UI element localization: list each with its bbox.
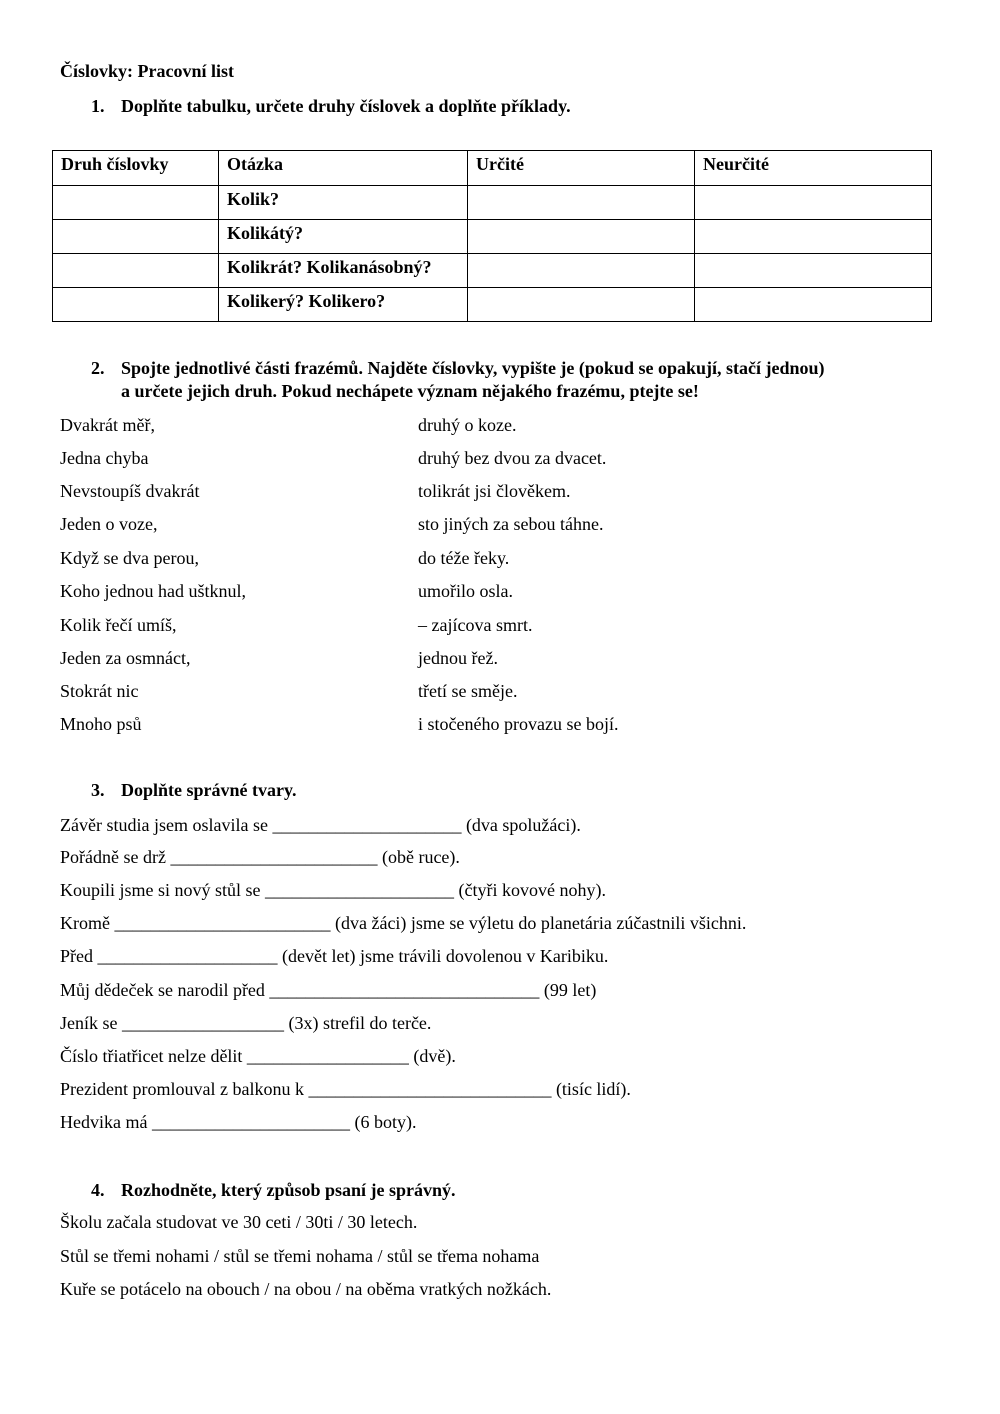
choice-sentence[interactable]: Kuře se potácelo na obouch / na obou / na oběma vratkých nožkách. (60, 1279, 552, 1299)
phrase-left: Koho jednou had uštknul, (60, 581, 246, 601)
fill-in-sentence[interactable]: Koupili jsme si nový stůl se _____________________ (čtyři kovové nohy). (60, 880, 606, 900)
table-cell-urcite[interactable] (468, 220, 695, 254)
phrase-left: Kolik řečí umíš, (60, 615, 177, 635)
phrase-left: Jedna chyba (60, 448, 149, 468)
table-row (53, 220, 932, 254)
task3-heading-text: Doplňte správné tvary. (121, 780, 297, 800)
phrase-right: – zajícova smrt. (418, 615, 533, 635)
phrase-left: Dvakrát měř, (60, 415, 155, 435)
phrase-left: Jeden za osmnáct, (60, 648, 191, 668)
phrase-right: druhý bez dvou za dvacet. (418, 448, 607, 468)
task4-heading-text: Rozhodněte, který způsob psaní je správný. (121, 1180, 456, 1200)
fill-in-sentence[interactable]: Jeník se __________________ (3x) strefil do terče. (60, 1013, 432, 1033)
table-cell-druh[interactable] (53, 220, 219, 254)
table-cell-druh[interactable] (53, 288, 219, 322)
phrase-right: do téže řeky. (418, 548, 510, 568)
task3-heading (91, 779, 297, 801)
task4-heading (91, 1179, 456, 1201)
fill-in-sentence[interactable]: Můj dědeček se narodil před ______________________________ (99 let) (60, 980, 597, 1000)
phrase-right: i stočeného provazu se bojí. (418, 714, 619, 734)
task2-heading-line1: Spojte jednotlivé části frazémů. Najděte číslovky, vypište je (pokud se opakují, stačí jednou) (121, 358, 825, 378)
fill-in-sentence[interactable]: Pořádně se drž _______________________ (obě ruce). (60, 847, 460, 867)
fill-in-sentence[interactable]: Závěr studia jsem oslavila se _____________________ (dva spolužáci). (60, 815, 581, 835)
choice-sentence[interactable]: Školu začala studovat ve 30 ceti / 30ti / 30 letech. (60, 1212, 418, 1232)
table-row (53, 288, 932, 322)
table-cell-otazka: Kolikrát? Kolikanásobný? (219, 254, 468, 288)
task2-number: 2. (91, 358, 105, 378)
numerals-table (52, 150, 932, 322)
task1-heading-text: Doplňte tabulku, určete druhy číslovek a doplňte příklady. (121, 96, 571, 116)
choice-sentence[interactable]: Stůl se třemi nohami / stůl se třemi nohama / stůl se třema nohama (60, 1246, 540, 1266)
table-header-cell: Druh číslovky (53, 151, 219, 186)
page-title: Číslovky: Pracovní list (60, 61, 234, 81)
table-header-cell: Otázka (219, 151, 468, 186)
phrase-left: Nevstoupíš dvakrát (60, 481, 200, 501)
phrase-left: Mnoho psů (60, 714, 142, 734)
table-header-cell: Neurčité (695, 151, 932, 186)
fill-in-sentence[interactable]: Prezident promlouval z balkonu k ___________________________ (tisíc lidí). (60, 1079, 631, 1099)
phrase-right: třetí se směje. (418, 681, 518, 701)
task1-number: 1. (91, 96, 105, 116)
table-cell-otazka: Kolikátý? (219, 220, 468, 254)
table-row (53, 186, 932, 220)
fill-in-sentence[interactable]: Před ____________________ (devět let) jsme trávili dovolenou v Karibiku. (60, 946, 609, 966)
table-cell-neurcite[interactable] (695, 220, 932, 254)
task1-heading (91, 95, 571, 117)
phrase-right: druhý o koze. (418, 415, 517, 435)
table-cell-neurcite[interactable] (695, 254, 932, 288)
task4-number: 4. (91, 1180, 105, 1200)
table-cell-druh[interactable] (53, 254, 219, 288)
table-cell-otazka: Kolik? (219, 186, 468, 220)
fill-in-sentence[interactable]: Hedvika má ______________________ (6 boty). (60, 1112, 417, 1132)
task3-number: 3. (91, 780, 105, 800)
table-row (53, 254, 932, 288)
table-cell-urcite[interactable] (468, 254, 695, 288)
phrase-left: Jeden o voze, (60, 514, 158, 534)
table-cell-urcite[interactable] (468, 186, 695, 220)
phrase-right: umořilo osla. (418, 581, 513, 601)
fill-in-sentence[interactable]: Číslo třiatřicet nelze dělit __________________ (dvě). (60, 1046, 456, 1066)
table-cell-druh[interactable] (53, 186, 219, 220)
fill-in-sentence[interactable]: Kromě ________________________ (dva žáci) jsme se výletu do planetária zúčastnili všichni. (60, 913, 747, 933)
phrase-right: tolikrát jsi člověkem. (418, 481, 571, 501)
table-cell-neurcite[interactable] (695, 288, 932, 322)
phrase-right: jednou řež. (418, 648, 498, 668)
table-header-cell: Určité (468, 151, 695, 186)
table-cell-neurcite[interactable] (695, 186, 932, 220)
phrase-left: Stokrát nic (60, 681, 139, 701)
table-header-row (53, 151, 932, 186)
task2-heading (91, 357, 824, 379)
table-cell-urcite[interactable] (468, 288, 695, 322)
phrase-left: Když se dva perou, (60, 548, 199, 568)
task2-heading-line2: a určete jejich druh. Pokud nechápete význam nějakého frazému, ptejte se! (121, 381, 699, 401)
table-cell-otazka: Kolikerý? Kolikero? (219, 288, 468, 322)
phrase-right: sto jiných za sebou táhne. (418, 514, 604, 534)
